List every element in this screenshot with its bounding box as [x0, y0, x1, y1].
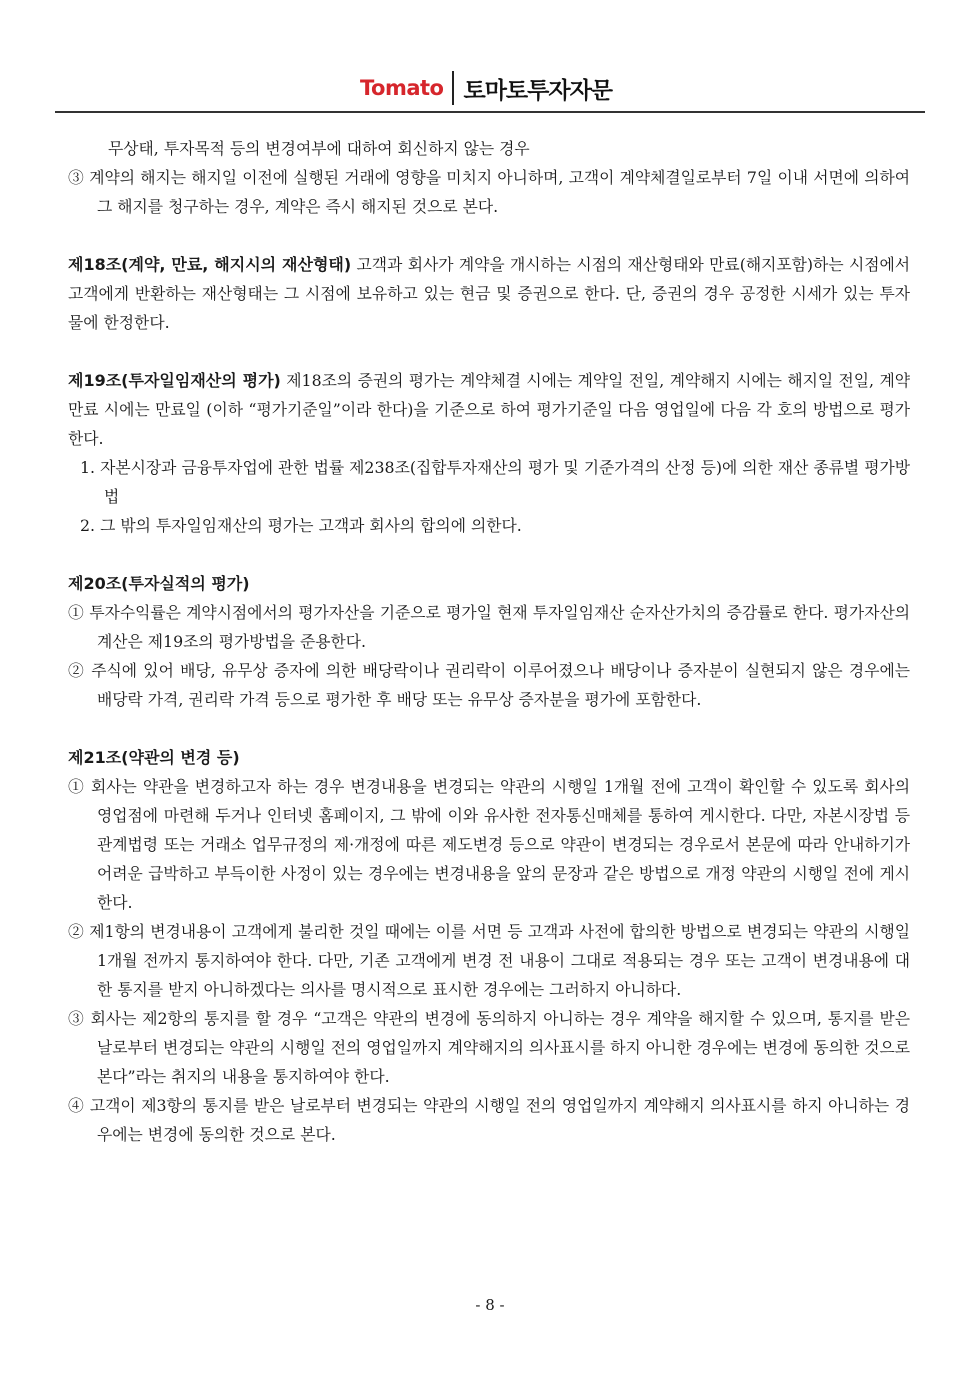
article-18-body: 고객과 회사가 계약을 개시하는 시점의 재산형태와 만료(해지포함)하는 시점에서 고객에게 반환하는 재산형태는 그 시점에 보유하고 있는 현금 및 증권으로 한다. 단, 증권의 경우 공정한 시세가 있는 투자물에 한정한다.	[68, 255, 910, 332]
article-19-item	[68, 511, 910, 540]
page-number: - 8 -	[475, 1296, 505, 1314]
article-19	[68, 366, 910, 453]
article-19-title: 제19조(투자일임재산의 평가)	[68, 371, 281, 390]
article-21-item	[68, 1004, 910, 1091]
item-text: 회사는 제2항의 통지를 할 경우 “고객은 약관의 변경에 동의하지 아니하는 경우 계약을 해지할 수 있으며, 통지를 받은 날로부터 변경되는 약관의 시행일 전의 영업일까지 계약해지의 의사표시를 하지 아니한 경우에는 변경에 동의한 것으로 본다”라는 취지의 내용을 통지하여야 한다.	[90, 1009, 911, 1086]
logo-company-name: 토마토투자자문	[463, 77, 613, 104]
article-19-item	[68, 453, 910, 511]
logo-tomato: Tomato	[360, 76, 444, 100]
item-mark: ③	[68, 1009, 85, 1028]
article-21-item	[68, 1091, 910, 1149]
intro-line: 무상태, 투자목적 등의 변경여부에 대하여 회신하지 않는 경우	[108, 139, 530, 158]
item-mark: ④	[68, 1096, 85, 1115]
item-mark: ①	[68, 777, 85, 796]
article-18	[68, 250, 910, 337]
item-text: 고객이 제3항의 통지를 받은 날로부터 변경되는 약관의 시행일 전의 영업일까지 계약해지 의사표시를 하지 아니하는 경우에는 변경에 동의한 것으로 본다.	[89, 1096, 910, 1144]
article-20-item	[68, 656, 910, 714]
article-18-title: 제18조(계약, 만료, 해지시의 재산형태)	[68, 255, 352, 274]
article-21-title: 제21조(약관의 변경 등)	[68, 748, 240, 767]
item-text: 계약의 해지는 해지일 이전에 실행된 거래에 영향을 미치지 아니하며, 고객이 계약체결일로부터 7일 이내 서면에 의하여 그 해지를 청구하는 경우, 계약은 즉시 해지된 것으로 본다.	[89, 168, 910, 216]
item-text: 회사는 약관을 변경하고자 하는 경우 변경내용을 변경되는 약관의 시행일 1개월 전에 고객이 확인할 수 있도록 회사의 영업점에 마련해 두거나 인터넷 홈페이지, 그 밖에 이와 유사한 전자통신매체를 통하여 게시한다. 다만, 자본시장법 등 관계법령 또는 거래소 업무규정의 제·개정에 따른 제도변경 등으로 약관이 변경되는 경우로서 본문에 따라 안내하기가 어려운 급박하고 부득이한 사정이 있는 경우에는 변경내용을 앞의 문장과 같은 방법으로 개정 약관의 시행일 전에 게시한다.	[91, 777, 910, 912]
item-text: 주식에 있어 배당, 유무상 증자에 의한 배당락이나 권리락이 이루어졌으나 배당이나 증자분이 실현되지 않은 경우에는 배당락 가격, 권리락 가격 등으로 평가한 후 배당 또는 유무상 증자분을 평가에 포함한다.	[91, 661, 910, 709]
item-mark: ③	[68, 168, 85, 187]
document-body	[68, 134, 910, 1149]
article-21-item	[68, 917, 910, 1004]
article-20-item	[68, 598, 910, 656]
item-mark: ②	[68, 661, 86, 680]
item-mark: 2.	[80, 516, 96, 535]
header-logo	[360, 70, 612, 106]
item-text: 투자수익률은 계약시점에서의 평가자산을 기준으로 평가일 현재 투자일임재산 순자산가치의 증감률로 한다. 평가자산의 계산은 제19조의 평가방법을 준용한다.	[89, 603, 910, 651]
article-21-item	[68, 772, 910, 917]
item-mark: 1.	[80, 458, 96, 477]
intro-item-3	[68, 163, 910, 221]
article-20-title: 제20조(투자실적의 평가)	[68, 574, 250, 593]
logo-divider	[452, 71, 454, 105]
article-19-body: 제18조의 증권의 평가는 계약체결 시에는 계약일 전일, 계약해지 시에는 해지일 전일, 계약만료 시에는 만료일 (이하 “평가기준일”이라 한다)을 기준으로 하여 평가기준일 다음 영업일에 다음 각 호의 방법으로 평가한다.	[68, 371, 910, 448]
item-mark: ②	[68, 922, 84, 941]
item-text: 제1항의 변경내용이 고객에게 불리한 것일 때에는 이를 서면 등 고객과 사전에 합의한 방법으로 변경되는 약관의 시행일 1개월 전까지 통지하여야 한다. 다만, 기존 고객에게 변경 전 내용이 그대로 적용되는 경우 또는 고객이 변경내용에 대한 통지를 받지 아니하겠다는 의사를 명시적으로 표시한 경우에는 그러하지 아니하다.	[89, 922, 910, 999]
item-text: 자본시장과 금융투자업에 관한 법률 제238조(집합투자재산의 평가 및 기준가격의 산정 등)에 의한 재산 종류별 평가방법	[100, 458, 910, 506]
item-text: 그 밖의 투자일임재산의 평가는 고객과 회사의 합의에 의한다.	[100, 516, 522, 535]
item-mark: ①	[68, 603, 85, 622]
header-rule	[55, 111, 925, 113]
